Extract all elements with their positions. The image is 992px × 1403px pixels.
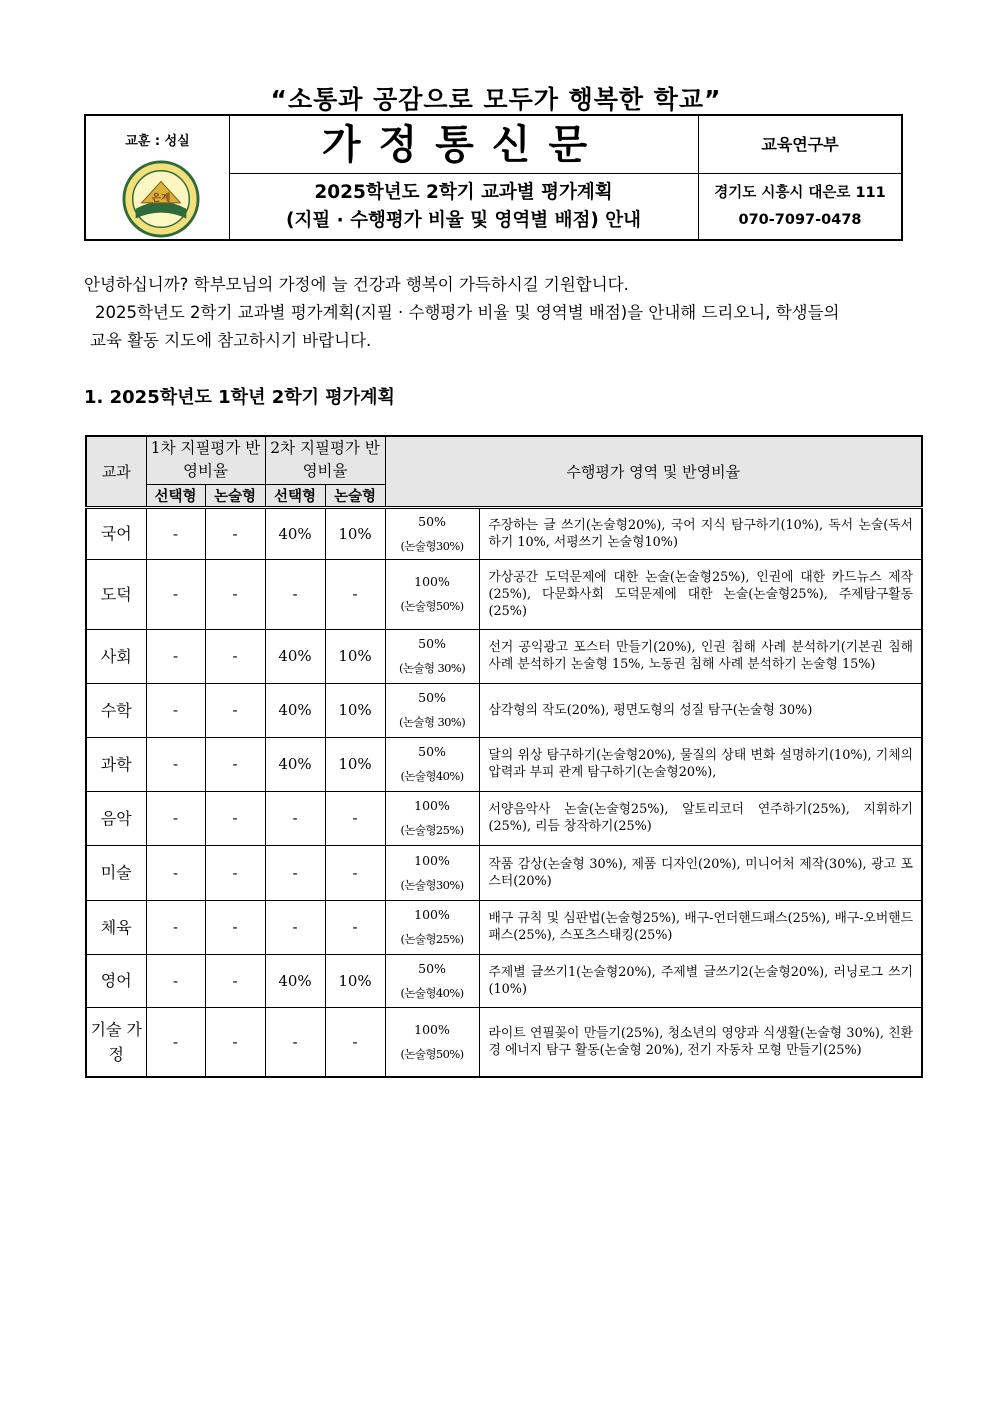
newsletter-header [84, 114, 903, 241]
exam2-mc-cell: - [265, 845, 325, 900]
performance-essay-ratio: (논술형30%) [400, 538, 464, 553]
exam1-mc-cell: - [146, 559, 205, 629]
subject-cell: 기술 가정 [86, 1007, 146, 1077]
subject-cell: 사회 [86, 629, 146, 683]
exam1-essay-cell: - [205, 791, 265, 845]
performance-ratio: 50% [418, 636, 446, 651]
address: 경기도 시흥시 대은로 111 [714, 185, 886, 201]
exam2-essay-cell: 10% [325, 507, 385, 559]
intro-text [84, 271, 914, 355]
exam1-mc-cell: - [146, 683, 205, 737]
exam2-essay-cell: - [325, 1007, 385, 1077]
contact-info [699, 174, 901, 239]
performance-description-cell: 삼각형의 작도(20%), 평면도형의 성질 탐구(논술형 30%) [479, 683, 922, 737]
section-title: 1. 2025학년도 1학년 2학기 평가계획 [84, 387, 395, 408]
performance-ratio: 100% [414, 852, 450, 868]
subject-cell: 체육 [86, 900, 146, 954]
performance-ratio-cell [385, 791, 479, 845]
school-motto-banner: “소통과 공감으로 모두가 행복한 학교” [270, 85, 722, 114]
exam2-mc-cell: 40% [265, 683, 325, 737]
table-row [86, 683, 922, 737]
performance-ratio-cell [385, 954, 479, 1007]
performance-essay-ratio: (논술형25%) [400, 823, 464, 837]
subject-cell: 과학 [86, 737, 146, 791]
performance-essay-ratio: (논술형25%) [400, 932, 464, 946]
performance-ratio: 50% [418, 960, 446, 976]
performance-essay-ratio: (논술형40%) [400, 985, 464, 1000]
table-row [86, 507, 922, 559]
performance-description-cell: 가상공간 도덕문제에 대한 논술(논술형25%), 인권에 대한 카드뉴스 제작(25%), 다문화사회 도덕문제에 대한 논술(논술형25%), 주제탐구활동(25%) [479, 559, 922, 629]
performance-essay-ratio: (논술형50%) [400, 1046, 464, 1061]
performance-ratio-cell [385, 900, 479, 954]
performance-ratio: 100% [414, 574, 450, 589]
table-row [86, 845, 922, 900]
header-left-cell [86, 116, 230, 239]
table-row [86, 900, 922, 954]
performance-ratio: 100% [414, 798, 450, 813]
performance-ratio-cell [385, 737, 479, 791]
subject-cell: 수학 [86, 683, 146, 737]
exam1-essay-cell: - [205, 629, 265, 683]
performance-ratio-cell [385, 1007, 479, 1077]
performance-ratio: 50% [418, 744, 446, 759]
exam1-mc-cell: - [146, 845, 205, 900]
header-exam2-mc: 선택형 [265, 484, 325, 507]
table-row [86, 954, 922, 1007]
performance-description-cell: 주장하는 글 쓰기(논술형20%), 국어 지식 탐구하기(10%), 독서 논술(독서하기 10%, 서평쓰기 논술형10%) [479, 507, 922, 559]
exam1-mc-cell: - [146, 900, 205, 954]
intro-body: 2025학년도 2학기 교과별 평가계획(지필 · 수행평가 비율 및 영역별 배점)을 안내해 드리오니, 학생들의 [95, 303, 840, 322]
department: 교육연구부 [699, 116, 901, 174]
newsletter-title: 가정통신문 [229, 116, 699, 174]
header-performance: 수행평가 영역 및 반영비율 [385, 436, 922, 507]
performance-ratio-cell [385, 845, 479, 900]
header-exam2-essay: 논술형 [325, 484, 385, 507]
exam2-mc-cell: - [265, 900, 325, 954]
performance-description-cell: 작품 감상(논술형 30%), 제품 디자인(20%), 미니어처 제작(30%), 광고 포스터(20%) [479, 845, 922, 900]
performance-description-cell: 주제별 글쓰기1(논술형20%), 주제별 글쓰기2(논술형20%), 러닝로그 쓰기(10%) [479, 954, 922, 1007]
header-exam1-essay: 논술형 [205, 484, 265, 507]
exam1-mc-cell: - [146, 791, 205, 845]
performance-description-cell: 라이트 연필꽂이 만들기(25%), 청소년의 영양과 식생활(논술형 30%), 친환경 에너지 탐구 활동(논술형 20%), 전기 자동차 모형 만들기(25%) [479, 1007, 922, 1077]
performance-essay-ratio: (논술형 30%) [398, 661, 466, 675]
exam2-mc-cell: 40% [265, 954, 325, 1007]
header-exam2: 2차 지필평가 반영비율 [265, 436, 385, 484]
subject-cell: 미술 [86, 845, 146, 900]
exam2-essay-cell: - [325, 559, 385, 629]
logo-text: 은계 [151, 192, 171, 204]
table-row [86, 1007, 922, 1077]
exam1-essay-cell: - [205, 954, 265, 1007]
exam2-essay-cell: 10% [325, 629, 385, 683]
school-logo [122, 160, 200, 238]
table-row [86, 737, 922, 791]
subject-cell: 영어 [86, 954, 146, 1007]
exam1-mc-cell: - [146, 954, 205, 1007]
exam2-mc-cell: - [265, 791, 325, 845]
performance-essay-ratio: (논술형40%) [400, 769, 464, 783]
performance-ratio-cell [385, 559, 479, 629]
exam2-essay-cell: - [325, 791, 385, 845]
exam2-mc-cell: 40% [265, 737, 325, 791]
exam2-mc-cell: 40% [265, 507, 325, 559]
performance-essay-ratio: (논술형30%) [400, 877, 464, 892]
exam1-essay-cell: - [205, 900, 265, 954]
intro-greeting: 안녕하십니까? 학부모님의 가정에 늘 건강과 행복이 가득하시길 기원합니다. [84, 275, 629, 294]
performance-ratio-cell [385, 629, 479, 683]
exam1-mc-cell: - [146, 507, 205, 559]
exam1-essay-cell: - [205, 559, 265, 629]
newsletter-subtitle [229, 174, 699, 239]
header-subject: 교과 [86, 436, 146, 507]
phone: 070-7097-0478 [738, 212, 862, 228]
subject-cell: 음악 [86, 791, 146, 845]
exam2-essay-cell: - [325, 900, 385, 954]
exam1-essay-cell: - [205, 683, 265, 737]
header-exam1-mc: 선택형 [146, 484, 205, 507]
exam1-mc-cell: - [146, 1007, 205, 1077]
exam1-essay-cell: - [205, 507, 265, 559]
exam2-essay-cell: 10% [325, 954, 385, 1007]
performance-ratio-cell [385, 683, 479, 737]
table-row [86, 559, 922, 629]
performance-description-cell: 선거 공익광고 포스터 만들기(20%), 인권 침해 사례 분석하기(기본권 침해 사례 분석하기 논술형 15%, 노동권 침해 사례 분석하기 논술형 15%) [479, 629, 922, 683]
subtitle-line-1: 2025학년도 2학기 교과별 평가계획 [314, 182, 613, 203]
table-row [86, 791, 922, 845]
performance-essay-ratio: (논술형50%) [400, 599, 464, 613]
performance-ratio-cell [385, 507, 479, 559]
performance-ratio: 100% [414, 907, 450, 922]
exam2-mc-cell: - [265, 559, 325, 629]
subject-cell: 도덕 [86, 559, 146, 629]
exam1-essay-cell: - [205, 1007, 265, 1077]
performance-description-cell: 배구 규칙 및 심판법(논술형25%), 배구-언더핸드패스(25%), 배구-오버핸드패스(25%), 스포츠스태킹(25%) [479, 900, 922, 954]
performance-ratio: 50% [418, 513, 446, 529]
intro-body-cont: 교육 활동 지도에 참고하시기 바랍니다. [90, 331, 372, 350]
exam1-mc-cell: - [146, 737, 205, 791]
exam1-essay-cell: - [205, 737, 265, 791]
exam1-mc-cell: - [146, 629, 205, 683]
exam1-essay-cell: - [205, 845, 265, 900]
table-row [86, 629, 922, 683]
school-creed: 교훈 : 성실 [125, 134, 190, 149]
performance-essay-ratio: (논술형 30%) [398, 715, 466, 729]
performance-ratio: 50% [418, 690, 446, 705]
header-exam1: 1차 지필평가 반영비율 [146, 436, 265, 484]
evaluation-plan-table [85, 435, 923, 1078]
exam2-essay-cell: 10% [325, 737, 385, 791]
performance-description-cell: 달의 위상 탐구하기(논술형20%), 물질의 상태 변화 설명하기(10%), 기체의 압력과 부피 관계 탐구하기(논술형20%), [479, 737, 922, 791]
exam2-mc-cell: - [265, 1007, 325, 1077]
subject-cell: 국어 [86, 507, 146, 559]
performance-description-cell: 서양음악사 논술(논술형25%), 알토리코더 연주하기(25%), 지휘하기(25%), 리듬 창작하기(25%) [479, 791, 922, 845]
exam2-essay-cell: - [325, 845, 385, 900]
subtitle-line-2: (지필 · 수행평가 비율 및 영역별 배점) 안내 [286, 210, 641, 231]
exam2-essay-cell: 10% [325, 683, 385, 737]
performance-ratio: 100% [414, 1021, 450, 1037]
exam2-mc-cell: 40% [265, 629, 325, 683]
